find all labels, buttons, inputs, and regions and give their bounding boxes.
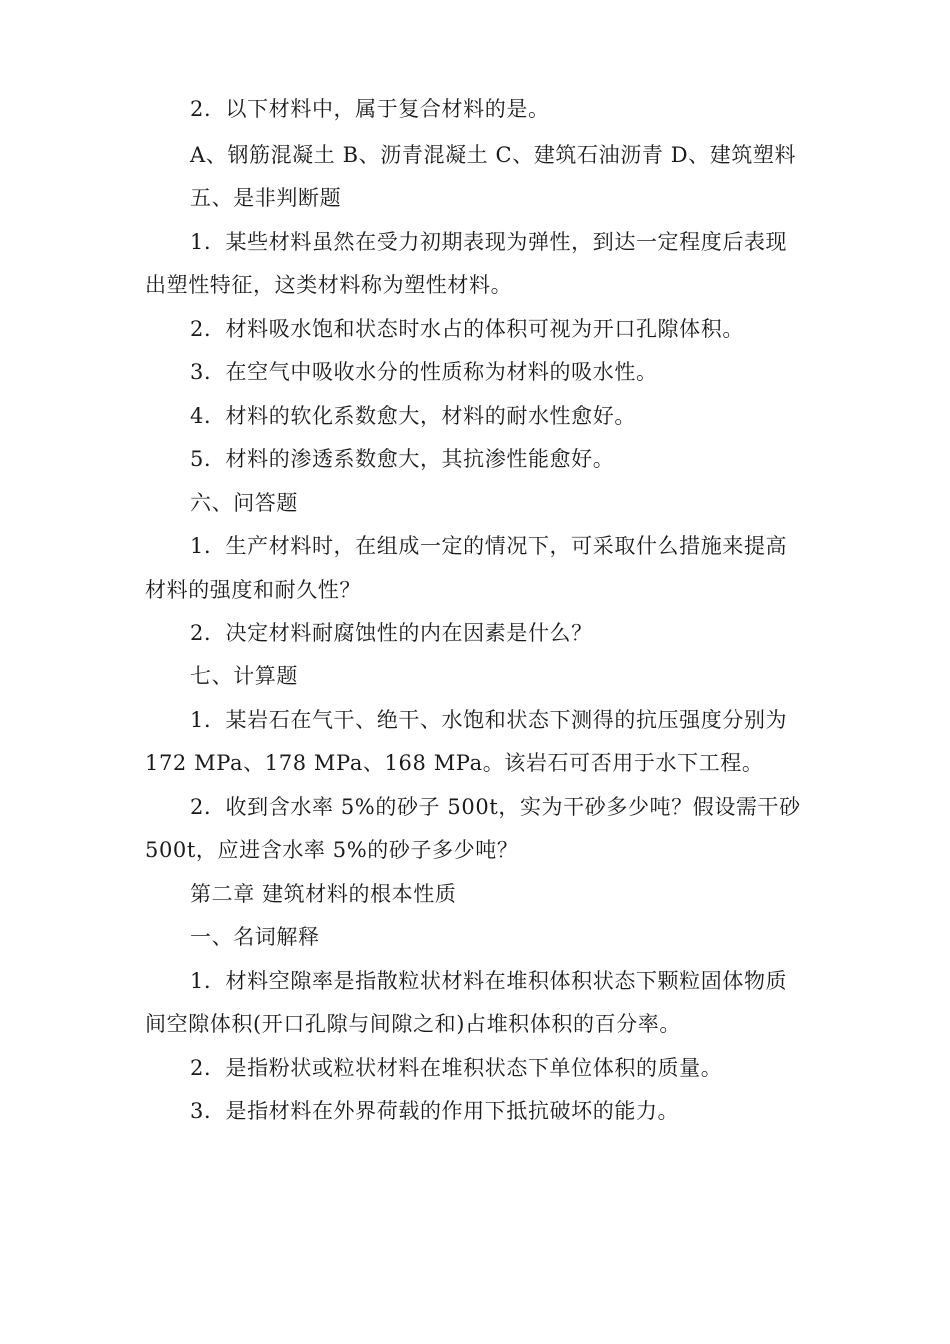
- section-heading-terms: 一、名词解释: [190, 925, 320, 949]
- term-item-1-line-1: 1．材料空隙率是指散粒状材料在堆积体积状态下颗粒固体物质: [190, 969, 788, 993]
- term-item-3: 3．是指材料在外界荷载的作用下抵抗破坏的能力。: [190, 1099, 680, 1123]
- tf-item-2: 2．材料吸水饱和状态时水占的体积可视为开口孔隙体积。: [190, 317, 744, 341]
- chapter-heading: 第二章 建筑材料的根本性质: [190, 882, 457, 906]
- section-heading-qa: 六、问答题: [190, 491, 298, 515]
- question-2-material-composite: 2．以下材料中，属于复合材料的是。: [190, 97, 550, 121]
- calc-item-1-line-1: 1．某岩石在气干、绝干、水饱和状态下测得的抗压强度分别为: [190, 708, 788, 732]
- tf-item-5: 5．材料的渗透系数愈大，其抗渗性能愈好。: [190, 447, 615, 471]
- calc-item-2-line-1: 2．收到含水率 5%的砂子 500t，实为干砂多少吨？假设需干砂: [190, 795, 801, 819]
- qa-item-2: 2．决定材料耐腐蚀性的内在因素是什么？: [190, 621, 593, 645]
- section-heading-true-false: 五、是非判断题: [190, 186, 342, 210]
- tf-item-3: 3．在空气中吸收水分的性质称为材料的吸水性。: [190, 360, 658, 384]
- term-item-2: 2．是指粉状或粒状材料在堆积状态下单位体积的质量。: [190, 1056, 723, 1080]
- tf-item-4: 4．材料的软化系数愈大，材料的耐水性愈好。: [190, 404, 636, 428]
- tf-item-1-line-2: 出塑性特征，这类材料称为塑性材料。: [145, 273, 513, 297]
- question-2-options: A、钢筋混凝土 B、沥青混凝土 C、建筑石油沥青 D、建筑塑料: [190, 143, 797, 167]
- section-heading-calculation: 七、计算题: [190, 664, 298, 688]
- calc-item-1-line-2: 172 MPa、178 MPa、168 MPa。该岩石可否用于水下工程。: [145, 751, 764, 775]
- term-item-1-line-2: 间空隙体积(开口孔隙与间隙之和)占堆积体积的百分率。: [145, 1012, 681, 1036]
- qa-item-1-line-1: 1．生产材料时，在组成一定的情况下，可采取什么措施来提高: [190, 534, 788, 558]
- tf-item-1-line-1: 1．某些材料虽然在受力初期表现为弹性，到达一定程度后表现: [190, 230, 788, 254]
- qa-item-1-line-2: 材料的强度和耐久性？: [145, 578, 361, 602]
- calc-item-2-line-2: 500t，应进含水率 5%的砂子多少吨？: [145, 838, 519, 862]
